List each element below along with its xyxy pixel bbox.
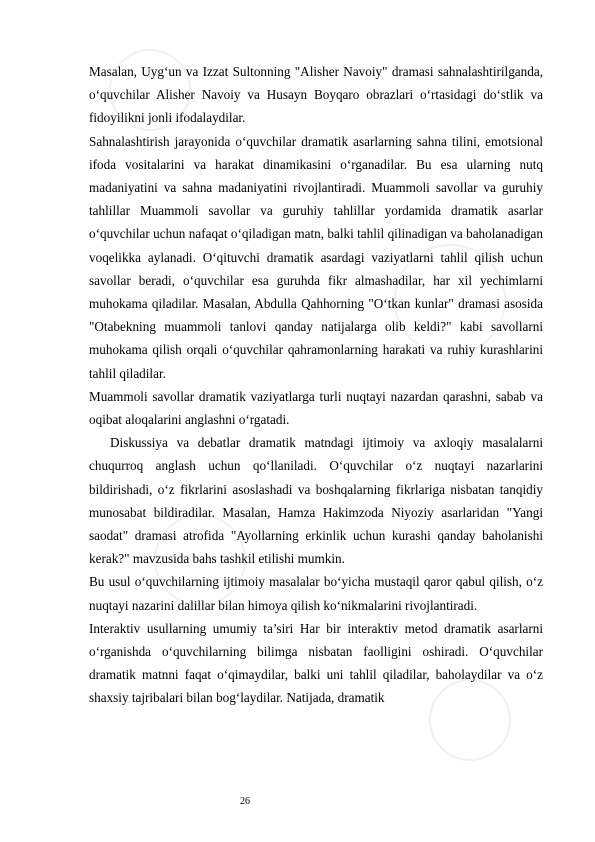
- paragraph-2: Sahnalashtirish jarayonida o‘quvchilar dramatik asarlarning sahna tilini, emotsional ifoda vositalarini va harakat dinamikasini o‘rganadilar. Bu esa ularning nutq madaniyatini va sahna madaniyatini rivojlantiradi. Muammoli savollar va guruhiy tahlillar Muammoli savollar va guruhiy tahlillar yordamida dramatik asarlar o‘quvchilar uchun nafaqat o‘qiladigan matn, balki tahlil qilinadigan va baholanadigan voqelikka aylanadi. O‘qituvchi dramatik asardagi vaziyatlarni tahlil qilish uchun savollar beradi, o‘quvchilar esa guruhda fikr almashadilar, har xil yechimlarni muhokama qiladilar. Masalan, Abdulla Qahhorning "O‘tkan kunlar" dramasi asosida "Otabekning muammoli tanlovi qanday natijalarga olib keldi?" kabi savollarni muhokama qilish orqali o‘quvchilar qahramonlarning harakati va ruhiy kurashlarini tahlil qiladilar.: [89, 133, 543, 381]
- paragraph-3: Muammoli savollar dramatik vaziyatlarga turli nuqtayi nazardan qarashni, sabab va oqibat aloqalarini anglashni o‘rgatadi.: [89, 388, 543, 428]
- document-body: [89, 60, 543, 710]
- paragraph-4: Diskussiya va debatlar dramatik matndagi ijtimoiy va axloqiy masalalarni chuqurroq anglash uchun qo‘llaniladi. O‘quvchilar o‘z nuqtayi nazarlarini bildirishadi, o‘z fikrlarini asoslashadi va boshqalarning fikrlariga nisbatan tanqidiy munosabat bildiradilar. Masalan, Hamza Hakimzoda Niyoziy asarlaridan "Yangi saodat" dramasi atrofida "Ayollarning erkinlik uchun kurashi qanday baholanishi kerak?" mavzusida bahs tashkil etilishi mumkin.: [89, 435, 543, 567]
- paragraph-1: Masalan, Uyg‘un va Izzat Sultonning "Alisher Navoiy" dramasi sahnalashtirilganda, o‘quvchilar Alisher Navoiy va Husayn Boyqaro obrazlari o‘rtasidagi do‘stlik va fidoyilikni jonli ifodalaydilar.: [89, 64, 543, 126]
- paragraph-5: Bu usul o‘quvchilarning ijtimoiy masalalar bo‘yicha mustaqil qaror qabul qilish, o‘z nuqtayi nazarini dalillar bilan himoya qilish ko‘nikmalarini rivojlantiradi.: [89, 574, 543, 613]
- paragraph-6: Interaktiv usullarning umumiy ta’siri Har bir interaktiv metod dramatik asarlarni o‘rganishda o‘quvchilarning bilimga nisbatan faolligini oshiradi. O‘quvchilar dramatik matnni faqat o‘qimaydilar, balki uni tahlil qiladilar, baholaydilar va o‘z shaxsiy tajribalari bilan bog‘laydilar. Natijada, dramatik: [89, 620, 543, 706]
- page-number: 26: [240, 796, 250, 807]
